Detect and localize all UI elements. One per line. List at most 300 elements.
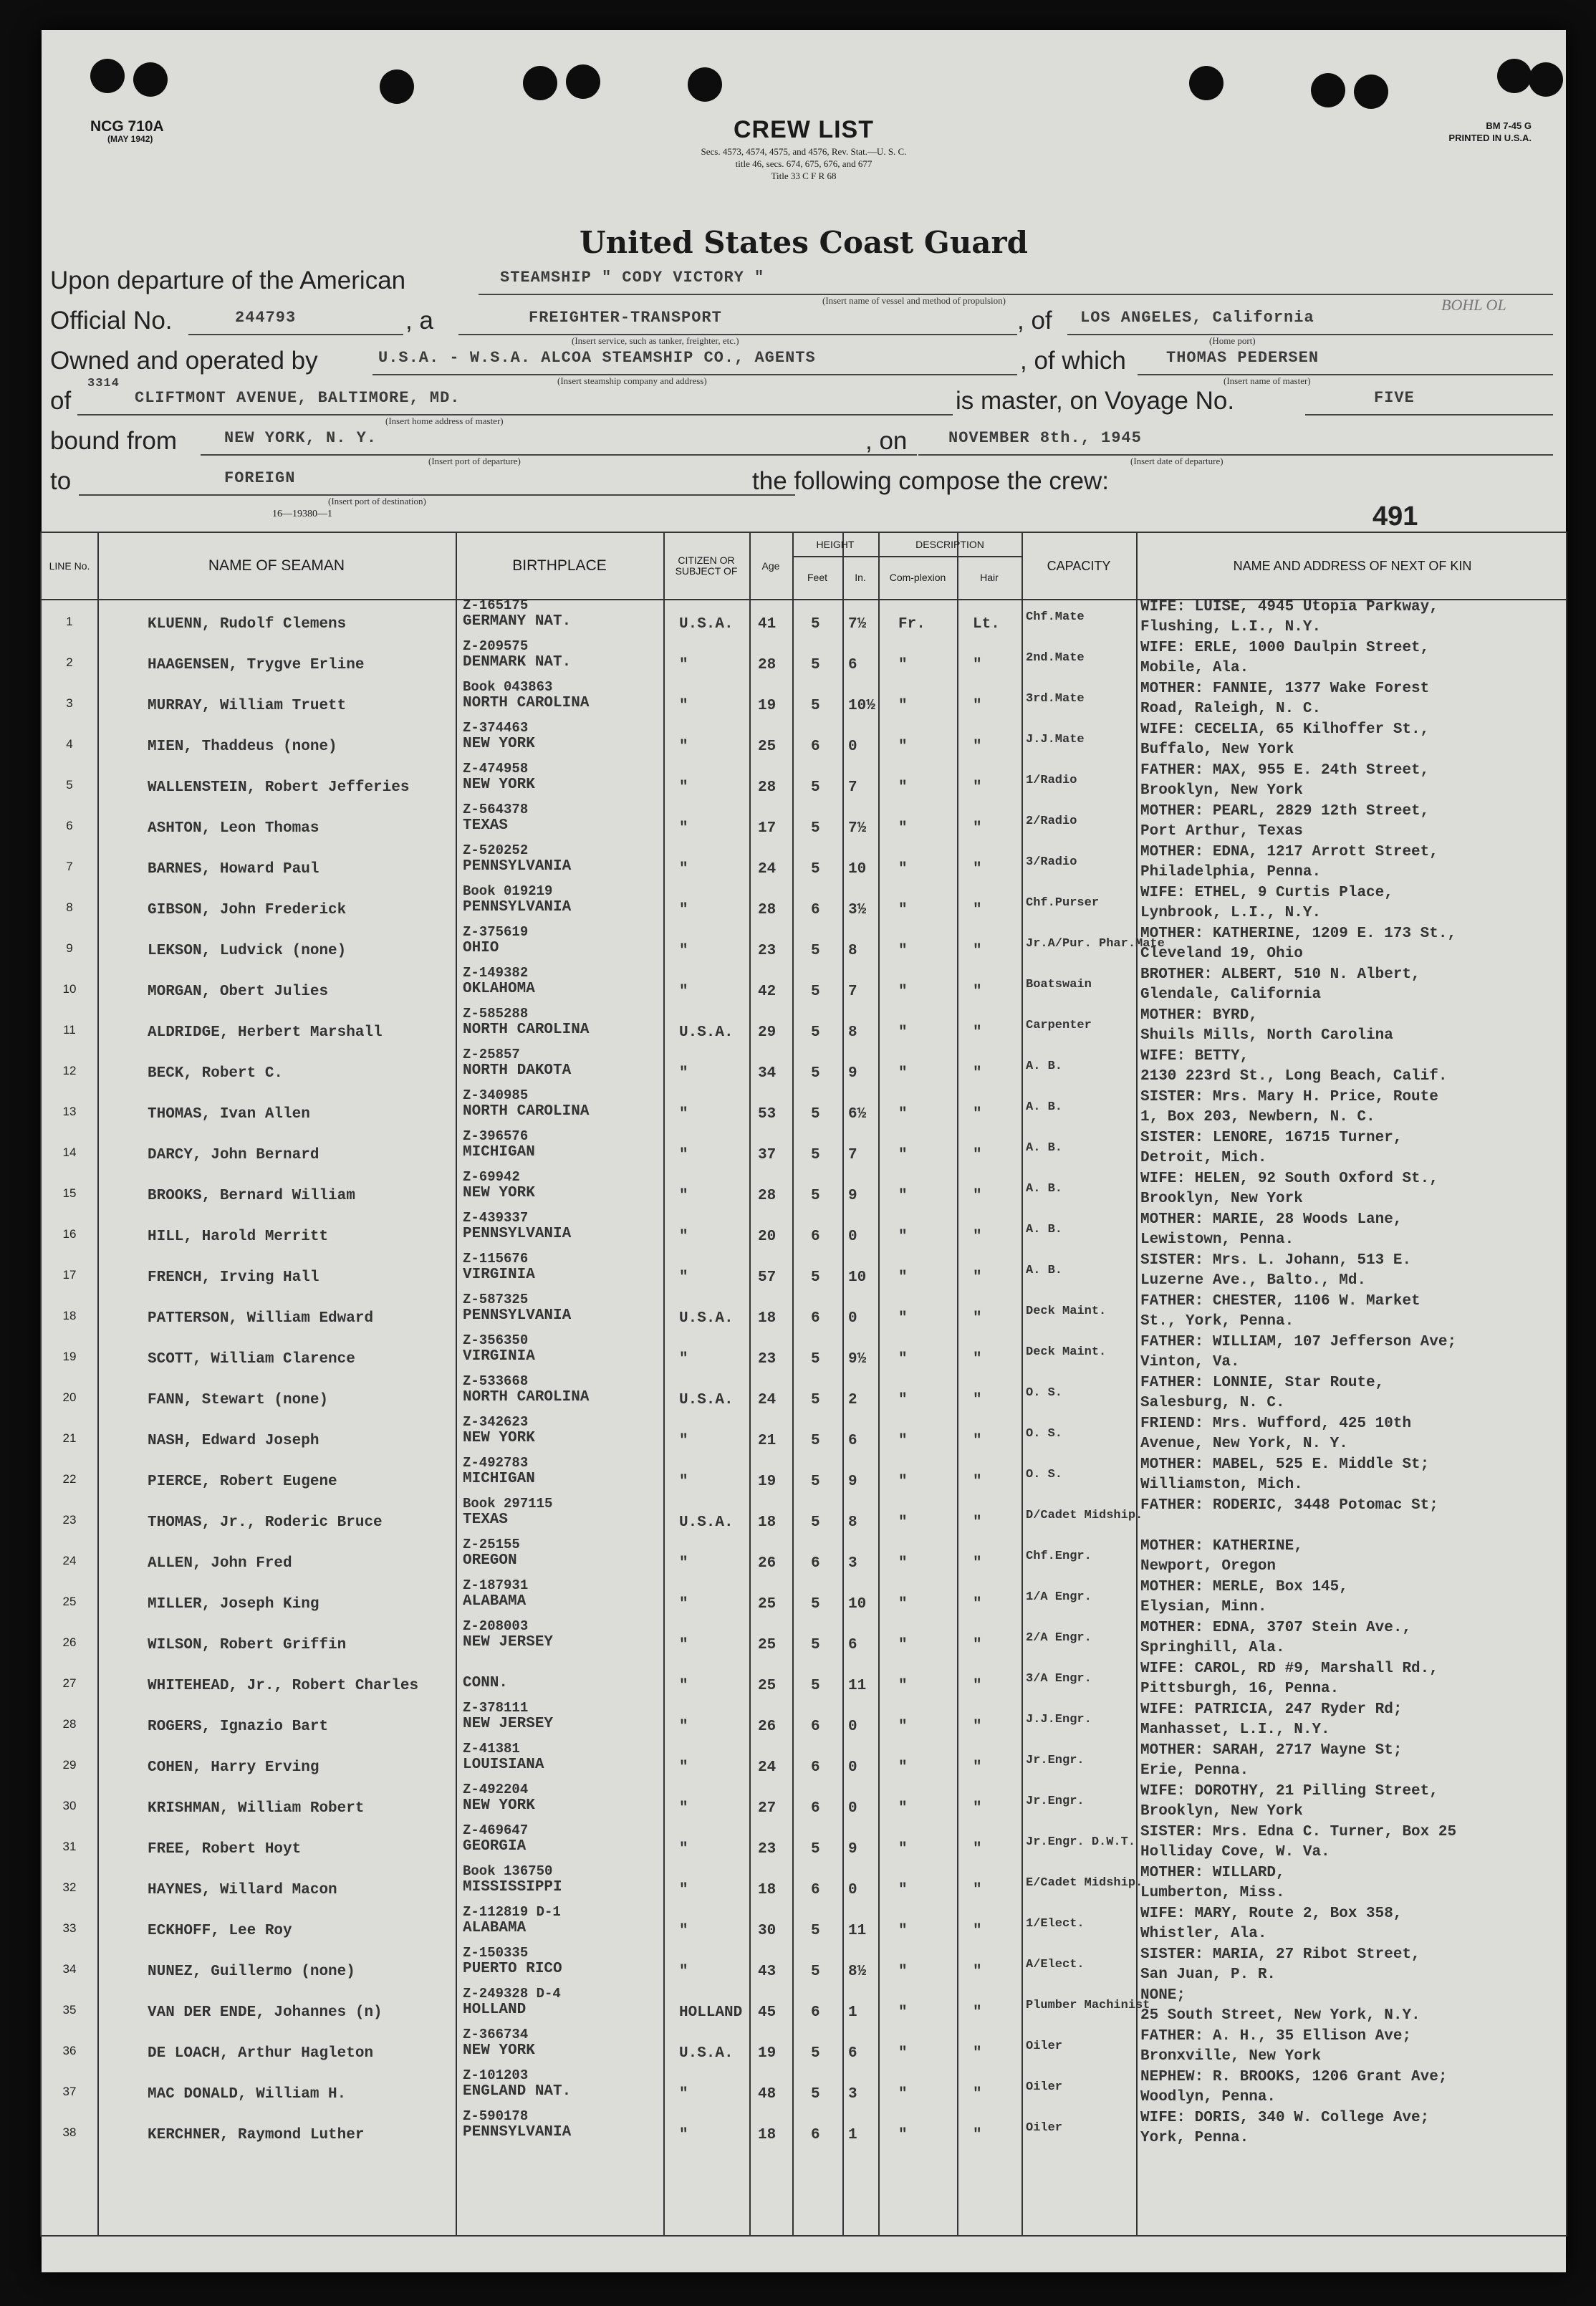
hair-color: "	[973, 698, 982, 714]
table-row	[42, 1292, 1566, 1337]
height-inches: 1	[848, 2127, 857, 2143]
birthplace: OKLAHOMA	[463, 981, 535, 997]
label-departure: Upon departure of the American	[50, 266, 406, 294]
table-row	[42, 761, 1566, 807]
next-of-kin-line: FATHER: RODERIC, 3448 Potomac St;	[1140, 1497, 1438, 1514]
next-of-kin-line: MOTHER: SARAH, 2717 Wayne St;	[1140, 1742, 1403, 1759]
seaman-name: WHITEHEAD, Jr., Robert Charles	[148, 1678, 419, 1694]
next-of-kin-address: Port Arthur, Texas	[1140, 823, 1303, 840]
birthplace: PENNSYLVANIA	[463, 858, 572, 875]
height-feet: 5	[811, 779, 820, 796]
table-row	[42, 842, 1566, 888]
birthplace: TEXAS	[463, 817, 509, 834]
height-inches: 8½	[848, 1964, 867, 1980]
line-number: 18	[62, 1309, 77, 1322]
hair-color: "	[973, 1351, 982, 1368]
height-feet: 5	[811, 616, 820, 633]
table-row	[42, 1373, 1566, 1419]
table-row	[42, 1700, 1566, 1746]
capacity: O. S.	[1026, 1468, 1063, 1481]
height-inches: 11	[848, 1678, 867, 1694]
next-of-kin-address: 2130 223rd St., Long Beach, Calif.	[1140, 1068, 1448, 1085]
birthplace: NEW YORK	[463, 736, 535, 752]
complexion: "	[898, 984, 908, 1000]
complexion: "	[898, 1024, 908, 1041]
height-inches: 0	[848, 1719, 857, 1735]
height-feet: 5	[811, 2045, 820, 2062]
birth-cert-number: Book 297115	[463, 1496, 553, 1512]
seaman-name: KRISHMAN, William Robert	[148, 1800, 365, 1817]
seaman-name: PIERCE, Robert Eugene	[148, 1474, 337, 1490]
next-of-kin-line: WIFE: ERLE, 1000 Daulpin Street,	[1140, 640, 1430, 656]
document-number: 491	[1373, 501, 1418, 532]
height-inches: 10	[848, 861, 867, 878]
capacity: 1/Radio	[1026, 774, 1077, 787]
height-feet: 6	[811, 739, 820, 755]
hint-departure-date: (Insert date of departure)	[1130, 456, 1224, 466]
height-inches: 8	[848, 1024, 857, 1041]
table-row	[42, 1455, 1566, 1501]
age: 19	[758, 2045, 777, 2062]
height-feet: 5	[811, 861, 820, 878]
next-of-kin-line: FRIEND: Mrs. Wufford, 425 10th	[1140, 1416, 1412, 1432]
age: 21	[758, 1433, 777, 1449]
hair-color: "	[973, 1555, 982, 1572]
next-of-kin-address: Brooklyn, New York	[1140, 1191, 1303, 1207]
col-hair: Hair	[980, 571, 999, 583]
citizenship: "	[679, 943, 688, 959]
seaman-name: NUNEZ, Guillermo (none)	[148, 1964, 355, 1980]
next-of-kin-line: WIFE: MARY, Route 2, Box 358,	[1140, 1906, 1403, 1922]
next-of-kin-address: San Juan, P. R.	[1140, 1966, 1277, 1983]
complexion: "	[898, 1310, 908, 1327]
next-of-kin-address: Lumberton, Miss.	[1140, 1885, 1285, 1901]
citizenship: "	[679, 1147, 688, 1163]
col-line-no: LINE No.	[49, 559, 90, 572]
fill-line	[1067, 334, 1553, 335]
birth-cert-number: Z-69942	[463, 1169, 520, 1185]
fill-line	[201, 454, 917, 456]
height-feet: 5	[811, 1596, 820, 1613]
birthplace: PENNSYLVANIA	[463, 899, 572, 916]
line-number: 33	[62, 1921, 77, 1935]
capacity: A. B.	[1026, 1264, 1063, 1277]
height-feet: 6	[811, 2004, 820, 2021]
hint-operator: (Insert steamship company and address)	[557, 375, 707, 386]
complexion: "	[898, 1596, 908, 1613]
next-of-kin-line: WIFE: DORIS, 340 W. College Ave;	[1140, 2110, 1430, 2126]
hair-color: "	[973, 1229, 982, 1245]
birth-cert-number: Z-25155	[463, 1537, 520, 1552]
seaman-name: THOMAS, Jr., Roderic Bruce	[148, 1514, 383, 1531]
capacity: Deck Maint.	[1026, 1305, 1107, 1318]
line-number: 21	[62, 1431, 77, 1445]
seaman-name: ALDRIDGE, Herbert Marshall	[148, 1024, 383, 1041]
complexion: "	[898, 861, 908, 878]
hint-vessel: (Insert name of vessel and method of propulsion)	[822, 295, 1006, 306]
table-row	[42, 1496, 1566, 1542]
seaman-name: FRENCH, Irving Hall	[148, 1269, 319, 1286]
table-row	[42, 1251, 1566, 1297]
age: 34	[758, 1065, 777, 1082]
complexion: "	[898, 1719, 908, 1735]
next-of-kin-line: NEPHEW: R. BROOKS, 1206 Grant Ave;	[1140, 2069, 1448, 2085]
capacity: E/Cadet Midship.	[1026, 1876, 1143, 1890]
next-of-kin-address: Elysian, Minn.	[1140, 1599, 1267, 1615]
birth-cert-number: Z-469647	[463, 1822, 529, 1838]
next-of-kin-line: NONE;	[1140, 1987, 1186, 2004]
seaman-name: ALLEN, John Fred	[148, 1555, 292, 1572]
capacity: Oiler	[1026, 2040, 1063, 2053]
citizenship: "	[679, 1719, 688, 1735]
height-inches: 10	[848, 1596, 867, 1613]
label-bound-from: bound from	[50, 427, 178, 455]
age: 29	[758, 1024, 777, 1041]
capacity: Carpenter	[1026, 1019, 1092, 1032]
capacity: D/Cadet Midship.	[1026, 1509, 1143, 1522]
next-of-kin-address: Detroit, Mich.	[1140, 1150, 1267, 1166]
seaman-name: BECK, Robert C.	[148, 1065, 284, 1082]
margin-note: BOHL OL	[1441, 296, 1506, 314]
table-row	[42, 1782, 1566, 1827]
hair-color: "	[973, 2086, 982, 2103]
line-number: 2	[66, 655, 73, 669]
label-following: the following compose the crew:	[752, 467, 1110, 495]
next-of-kin-address: Buffalo, New York	[1140, 741, 1294, 758]
next-of-kin-address: Lewistown, Penna.	[1140, 1231, 1294, 1248]
table-row	[42, 597, 1566, 643]
height-inches: 7	[848, 984, 857, 1000]
complexion: "	[898, 1678, 908, 1694]
hair-color: "	[973, 1841, 982, 1858]
complexion: "	[898, 1106, 908, 1123]
citizenship: "	[679, 1841, 688, 1858]
statute-line: Title 33 C F R 68	[771, 170, 837, 181]
citizenship: "	[679, 1759, 688, 1776]
birth-cert-number: Z-374463	[463, 720, 529, 736]
citizenship: HOLLAND	[679, 2004, 743, 2021]
height-feet: 5	[811, 1147, 820, 1163]
birthplace: MICHIGAN	[463, 1471, 535, 1487]
next-of-kin-line: SISTER: Mrs. L. Johann, 513 E.	[1140, 1252, 1412, 1269]
vessel-name: STEAMSHIP " CODY VICTORY "	[500, 269, 765, 287]
bm-code: BM 7-45 G	[1486, 120, 1532, 131]
next-of-kin-address: Shuils Mills, North Carolina	[1140, 1027, 1393, 1044]
line-number: 1	[66, 615, 73, 628]
capacity: Jr.Engr. D.W.T.	[1026, 1835, 1136, 1849]
birthplace: DENMARK NAT.	[463, 654, 572, 671]
col-complexion: Com-plexion	[889, 571, 946, 583]
height-feet: 5	[811, 1474, 820, 1490]
capacity: O. S.	[1026, 1386, 1063, 1400]
citizenship: "	[679, 1923, 688, 1939]
hair-color: "	[973, 1310, 982, 1327]
birthplace: NEW JERSEY	[463, 1634, 554, 1651]
line-number: 11	[63, 1023, 76, 1037]
departure-port: NEW YORK, N. Y.	[224, 429, 378, 447]
birth-cert-number: Z-208003	[463, 1618, 529, 1634]
seaman-name: COHEN, Harry Erving	[148, 1759, 319, 1776]
form-code: NCG 710A	[90, 118, 164, 135]
hair-color: "	[973, 739, 982, 755]
table-row	[42, 965, 1566, 1011]
seaman-name: GIBSON, John Frederick	[148, 902, 347, 918]
height-inches: 9	[848, 1188, 857, 1204]
birthplace: PENNSYLVANIA	[463, 2124, 572, 2141]
capacity: A. B.	[1026, 1060, 1063, 1073]
hair-color: "	[973, 1065, 982, 1082]
birth-cert-number: Z-187931	[463, 1577, 529, 1593]
seaman-name: PATTERSON, William Edward	[148, 1310, 374, 1327]
citizenship: "	[679, 1596, 688, 1613]
age: 23	[758, 1351, 777, 1368]
height-feet: 5	[811, 943, 820, 959]
seaman-name: WILSON, Robert Griffin	[148, 1637, 347, 1653]
height-inches: 7½	[848, 616, 867, 633]
seaman-name: BARNES, Howard Paul	[148, 861, 319, 878]
age: 41	[758, 616, 777, 633]
next-of-kin-address: Whistler, Ala.	[1140, 1926, 1267, 1942]
next-of-kin-line: MOTHER: FANNIE, 1377 Wake Forest	[1140, 681, 1430, 697]
complexion: "	[898, 1269, 908, 1286]
height-feet: 5	[811, 698, 820, 714]
birth-cert-number: Z-590178	[463, 2108, 529, 2124]
next-of-kin-line: MOTHER: WILLARD,	[1140, 1865, 1285, 1881]
age: 48	[758, 2086, 777, 2103]
birthplace: NEW JERSEY	[463, 1716, 554, 1732]
label-of-address: of	[50, 387, 72, 415]
next-of-kin-line: WIFE: CECELIA, 65 Kilhoffer St.,	[1140, 721, 1430, 738]
line-number: 10	[62, 982, 77, 996]
line-number: 23	[62, 1513, 77, 1527]
hair-color: "	[973, 779, 982, 796]
fill-line	[77, 414, 953, 415]
seaman-name: BROOKS, Bernard William	[148, 1188, 355, 1204]
complexion: "	[898, 1147, 908, 1163]
age: 25	[758, 739, 777, 755]
height-inches: 0	[848, 1759, 857, 1776]
capacity: A. B.	[1026, 1100, 1063, 1114]
citizenship: "	[679, 657, 688, 673]
height-inches: 0	[848, 1310, 857, 1327]
next-of-kin-address: Woodlyn, Penna.	[1140, 2089, 1277, 2105]
birth-cert-number: Z-564378	[463, 802, 529, 817]
hair-color: "	[973, 1106, 982, 1123]
height-feet: 6	[811, 1800, 820, 1817]
next-of-kin-address: Holliday Cove, W. Va.	[1140, 1844, 1330, 1860]
col-citizen: CITIZEN OR SUBJECT OF	[675, 554, 738, 577]
hair-color: "	[973, 1596, 982, 1613]
height-feet: 6	[811, 1555, 820, 1572]
table-row	[42, 802, 1566, 847]
next-of-kin-address: 1, Box 203, Newbern, N. C.	[1140, 1109, 1375, 1125]
birthplace: NORTH CAROLINA	[463, 1022, 590, 1038]
complexion: "	[898, 1800, 908, 1817]
age: 27	[758, 1800, 777, 1817]
birth-cert-number: Z-492204	[463, 1782, 529, 1797]
hair-color: "	[973, 1923, 982, 1939]
birthplace: VIRGINIA	[463, 1267, 535, 1283]
vessel-operator: U.S.A. - W.S.A. ALCOA STEAMSHIP CO., AGENTS	[378, 349, 816, 367]
height-inches: 3	[848, 2086, 857, 2103]
label-on: , on	[865, 427, 908, 455]
height-feet: 6	[811, 902, 820, 918]
height-inches: 9½	[848, 1351, 867, 1368]
next-of-kin-address: Philadelphia, Penna.	[1140, 864, 1322, 880]
seaman-name: MILLER, Joseph King	[148, 1596, 319, 1613]
age: 25	[758, 1637, 777, 1653]
birthplace: NEW YORK	[463, 2042, 535, 2059]
complexion: "	[898, 1555, 908, 1572]
height-feet: 5	[811, 1351, 820, 1368]
age: 45	[758, 2004, 777, 2021]
birth-cert-number: Z-209575	[463, 638, 529, 654]
next-of-kin-line: FATHER: CHESTER, 1106 W. Market	[1140, 1293, 1420, 1310]
hair-color: "	[973, 820, 982, 837]
age: 28	[758, 1188, 777, 1204]
capacity: 2/A Engr.	[1026, 1631, 1092, 1645]
seaman-name: DARCY, John Bernard	[148, 1147, 319, 1163]
height-feet: 5	[811, 1269, 820, 1286]
capacity: A. B.	[1026, 1182, 1063, 1196]
table-row	[42, 1986, 1566, 2032]
line-number: 31	[62, 1840, 77, 1853]
label-of: , of	[1017, 307, 1052, 335]
table-row	[42, 2067, 1566, 2113]
line-number: 26	[62, 1635, 77, 1649]
line-number: 15	[62, 1186, 77, 1200]
citizenship: "	[679, 739, 688, 755]
next-of-kin-address: Springhill, Ala.	[1140, 1640, 1285, 1656]
birth-cert-number: Z-149382	[463, 965, 529, 981]
next-of-kin-line: WIFE: LUISE, 4945 Utopia Parkway,	[1140, 599, 1438, 615]
capacity: 3/Radio	[1026, 855, 1077, 869]
line-number: 24	[62, 1554, 77, 1567]
next-of-kin-line: MOTHER: KATHERINE,	[1140, 1538, 1303, 1555]
height-inches: 8	[848, 943, 857, 959]
form-date: (MAY 1942)	[107, 134, 153, 145]
label-owned: Owned and operated by	[50, 347, 318, 375]
birthplace: NEW YORK	[463, 1797, 535, 1814]
col-age: Age	[761, 559, 780, 572]
col-inches: In.	[855, 571, 866, 583]
birth-cert-number: Book 043863	[463, 679, 553, 695]
age: 53	[758, 1106, 777, 1123]
punch-hole	[380, 69, 414, 104]
capacity: O. S.	[1026, 1427, 1063, 1441]
height-inches: 7½	[848, 820, 867, 837]
table-row	[42, 924, 1566, 970]
height-inches: 2	[848, 1392, 857, 1408]
birthplace: VIRGINIA	[463, 1348, 535, 1365]
col-description: DESCRIPTION	[915, 538, 984, 550]
birth-cert-number: Z-585288	[463, 1006, 529, 1022]
birthplace: PENNSYLVANIA	[463, 1226, 572, 1242]
complexion: "	[898, 2127, 908, 2143]
birth-cert-number: Z-340985	[463, 1087, 529, 1103]
birthplace: MICHIGAN	[463, 1144, 535, 1161]
age: 28	[758, 657, 777, 673]
line-number: 4	[66, 737, 73, 751]
birthplace: NORTH CAROLINA	[463, 1103, 590, 1120]
citizenship: "	[679, 1678, 688, 1694]
line-number: 34	[62, 1962, 77, 1976]
capacity: Chf.Engr.	[1026, 1550, 1092, 1563]
punch-hole	[1529, 62, 1563, 97]
age: 26	[758, 1555, 777, 1572]
height-feet: 6	[811, 1229, 820, 1245]
seaman-name: KERCHNER, Raymond Luther	[148, 2127, 365, 2143]
line-number: 5	[66, 778, 73, 792]
height-feet: 5	[811, 820, 820, 837]
statute-reference	[42, 146, 1566, 183]
complexion: "	[898, 1841, 908, 1858]
birth-cert-number: Z-587325	[463, 1292, 529, 1307]
table-row	[42, 1006, 1566, 1052]
capacity: Oiler	[1026, 2121, 1063, 2135]
line-number: 19	[62, 1350, 77, 1363]
height-inches: 0	[848, 739, 857, 755]
line-number: 9	[66, 941, 73, 955]
complexion: "	[898, 1065, 908, 1082]
punch-hole	[133, 62, 168, 97]
next-of-kin-address: York, Penna.	[1140, 2130, 1249, 2146]
citizenship: "	[679, 1229, 688, 1245]
citizenship: "	[679, 1964, 688, 1980]
height-inches: 0	[848, 1882, 857, 1898]
birth-cert-number: Z-396576	[463, 1128, 529, 1144]
height-inches: 6	[848, 2045, 857, 2062]
next-of-kin-line: FATHER: MAX, 955 E. 24th Street,	[1140, 762, 1430, 779]
hair-color: "	[973, 1024, 982, 1041]
capacity: J.J.Engr.	[1026, 1713, 1092, 1726]
height-feet: 5	[811, 1065, 820, 1082]
complexion: "	[898, 779, 908, 796]
complexion: Fr.	[898, 616, 926, 633]
capacity: Plumber Machinist	[1026, 1999, 1150, 2012]
citizenship: "	[679, 1106, 688, 1123]
complexion: "	[898, 1964, 908, 1980]
hair-color: "	[973, 984, 982, 1000]
birth-cert-number: Z-41381	[463, 1741, 520, 1757]
departure-date: NOVEMBER 8th., 1945	[948, 429, 1142, 447]
crew-table	[40, 532, 1567, 2237]
col-height: HEIGHT	[816, 538, 855, 550]
line-number: 12	[62, 1064, 77, 1077]
hint-destination: (Insert port of destination)	[328, 496, 426, 506]
hint-master: (Insert name of master)	[1224, 375, 1311, 386]
age: 24	[758, 1759, 777, 1776]
birthplace: LOUISIANA	[463, 1757, 544, 1773]
agency-title: United States Coast Guard	[579, 225, 1028, 260]
next-of-kin-line: WIFE: CAROL, RD #9, Marshall Rd.,	[1140, 1661, 1438, 1677]
complexion: "	[898, 2086, 908, 2103]
complexion: "	[898, 1759, 908, 1776]
seaman-name: MIEN, Thaddeus (none)	[148, 739, 337, 755]
table-row	[42, 638, 1566, 684]
seaman-name: MURRAY, William Truett	[148, 698, 347, 714]
citizenship: "	[679, 2127, 688, 2143]
birthplace: NEW YORK	[463, 1185, 535, 1201]
birth-cert-number: Z-165175	[463, 597, 529, 613]
complexion: "	[898, 1882, 908, 1898]
citizenship: "	[679, 1555, 688, 1572]
complexion: "	[898, 902, 908, 918]
age: 30	[758, 1923, 777, 1939]
capacity: Chf.Purser	[1026, 896, 1100, 910]
table-row	[42, 1210, 1566, 1256]
complexion: "	[898, 1514, 908, 1531]
